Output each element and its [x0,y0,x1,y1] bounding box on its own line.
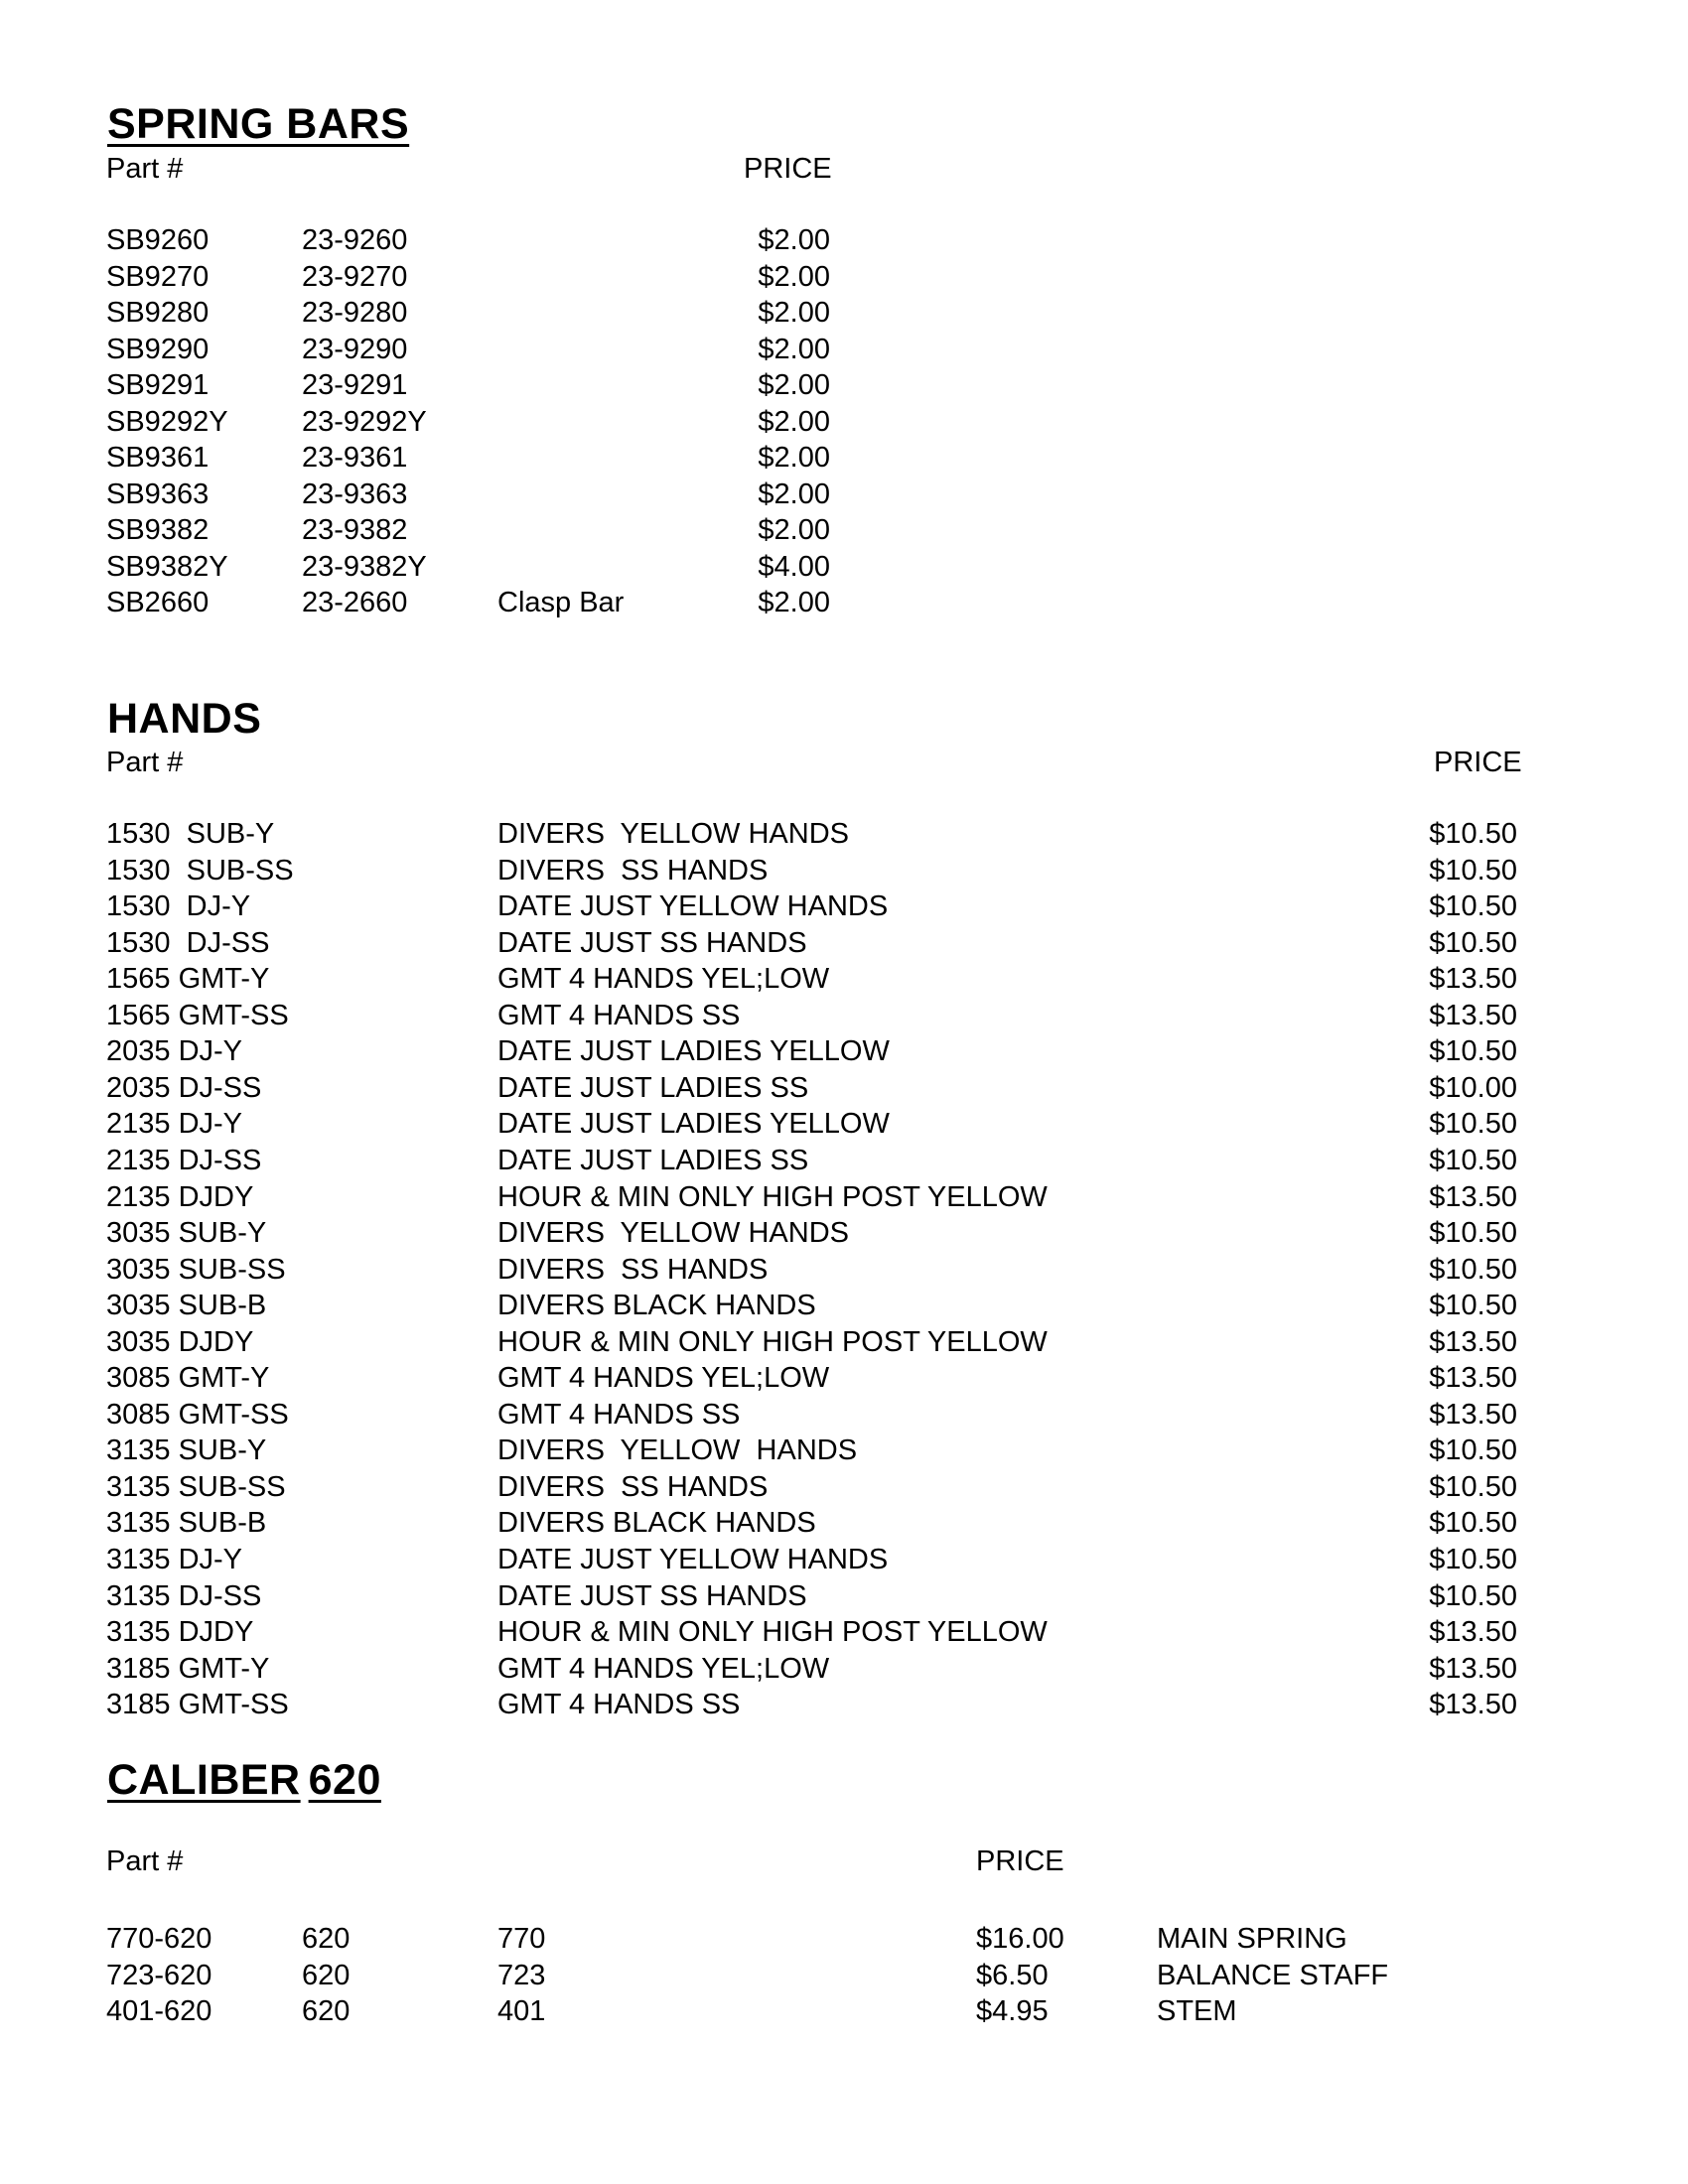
alt-part-number: 23-9382 [302,514,408,546]
hands-price-header: PRICE [1434,747,1522,778]
description: Clasp Bar [497,587,625,618]
table-row [0,1546,1688,1581]
table-row [0,1071,1688,1110]
part-number: 3135 SUB-SS [106,1470,286,1503]
alt-part-number: 23-9280 [302,297,408,329]
part-number: SB9270 [106,260,210,293]
hands-part-header: Part # [106,747,184,778]
part-number: 2135 DJDY [106,1180,254,1213]
description: GMT 4 HANDS SS [497,1398,741,1431]
table-row [0,1364,1688,1400]
part-number: 1530 DJ-Y [106,890,251,923]
part-number: SB9361 [106,442,210,474]
alt-part-number: 23-9291 [302,369,408,401]
price: $2.00 [758,478,830,510]
description: DATE JUST LADIES SS [497,1071,809,1104]
table-row [0,999,1688,1037]
part-number: 1565 GMT-SS [106,999,289,1031]
description: DATE JUST YELLOW HANDS [497,890,889,923]
table-row [0,1144,1688,1182]
spring-bars-price-header: PRICE [744,153,832,185]
part-number: 1530 SUB-SS [106,854,294,887]
description: DIVERS YELLOW HANDS [497,1217,850,1250]
price: $10.50 [1429,890,1517,923]
part-number: 3135 DJ-SS [106,1579,262,1612]
alt-part-number: 23-9260 [302,224,408,256]
description: GMT 4 HANDS SS [497,999,741,1031]
description: DATE JUST SS HANDS [497,1579,807,1612]
table-row [0,444,1688,479]
alt-part-number: 23-9382Y [302,550,427,583]
table-row [0,1652,1688,1691]
table-row [0,1110,1688,1146]
part-number: 2135 DJ-Y [106,1108,243,1141]
part-number: SB9382Y [106,550,228,583]
description: DIVERS SS HANDS [497,1470,769,1503]
price: $2.00 [758,297,830,329]
part-number: 401-620 [106,1995,212,2027]
description: HOUR & MIN ONLY HIGH POST YELLOW [497,1180,1048,1213]
price: $10.50 [1429,1035,1517,1068]
spring-bars-heading: SPRING BARS [107,100,410,148]
part-number: 3135 DJDY [106,1616,254,1649]
price: $13.50 [1429,1362,1517,1395]
part-number: 3135 DJ-Y [106,1544,243,1575]
part-number: 3035 DJDY [106,1325,254,1358]
table-row [0,405,1688,444]
price: $10.50 [1429,1217,1517,1250]
price: $13.50 [1429,1325,1517,1358]
price: $13.50 [1429,963,1517,996]
table-row [0,892,1688,928]
description: GMT 4 HANDS YEL;LOW [497,1652,830,1685]
price: $10.50 [1429,1470,1517,1503]
table-row [0,589,1688,624]
description: GMT 4 HANDS SS [497,1689,741,1721]
price: $10.50 [1429,1579,1517,1612]
table-row [0,1509,1688,1545]
alt-part-number: 23-9363 [302,478,408,510]
description: DATE JUST LADIES YELLOW [497,1035,890,1068]
price: $2.00 [758,442,830,474]
table-row [0,1180,1688,1219]
part-number: 3185 GMT-Y [106,1652,270,1685]
table-row [0,480,1688,516]
description: DATE JUST YELLOW HANDS [497,1544,889,1575]
price: $13.50 [1429,1616,1517,1649]
part-number: 3085 GMT-SS [106,1398,289,1431]
table-row [0,299,1688,335]
part-number: 2035 DJ-Y [106,1035,243,1068]
part-number: 1530 DJ-SS [106,926,270,959]
price: $10.50 [1429,1108,1517,1141]
price: $4.95 [976,1995,1049,2027]
part-number: 770-620 [106,1923,212,1955]
part-number: SB9260 [106,224,210,256]
caliber-part-header: Part # [106,1845,184,1877]
part-number: 2035 DJ-SS [106,1071,262,1104]
table-row [0,516,1688,552]
description: DIVERS BLACK HANDS [497,1507,816,1540]
caliber-number: 620 [302,1959,351,1991]
description: STEM [1157,1995,1237,2027]
part-number: 3135 SUB-B [106,1507,267,1540]
table-row [0,1470,1688,1509]
table-row [0,371,1688,407]
table-row [0,1253,1688,1292]
description: MAIN SPRING [1157,1923,1347,1955]
table-row [0,260,1688,299]
alt-part-number: 23-2660 [302,587,408,618]
part-number: 3135 SUB-Y [106,1434,267,1467]
description: HOUR & MIN ONLY HIGH POST YELLOW [497,1616,1048,1649]
price: $10.50 [1429,818,1517,850]
alt-part-number: 23-9361 [302,442,408,474]
part-number: SB9280 [106,297,210,329]
table-row [0,333,1688,371]
table-row [0,1292,1688,1327]
description: HOUR & MIN ONLY HIGH POST YELLOW [497,1325,1048,1358]
price: $2.00 [758,333,830,365]
description: DIVERS SS HANDS [497,854,769,887]
price: $10.50 [1429,1290,1517,1322]
price: $16.00 [976,1923,1064,1955]
price: $10.50 [1429,1544,1517,1575]
caliber-number: 620 [302,1995,351,2027]
part-number: SB9382 [106,514,210,546]
price: $13.50 [1429,1689,1517,1721]
price: $13.50 [1429,1652,1517,1685]
table-row [0,820,1688,856]
table-row [0,1436,1688,1472]
alt-part-number: 23-9270 [302,260,408,293]
part-number: 723-620 [106,1959,212,1991]
table-row [0,1997,1688,2033]
part-number: 1565 GMT-Y [106,963,270,996]
part-number: SB9363 [106,478,210,510]
price: $2.00 [758,369,830,401]
part-number: 3035 SUB-SS [106,1253,286,1286]
price: $10.50 [1429,854,1517,887]
description: DATE JUST SS HANDS [497,926,807,959]
price: $13.50 [1429,1398,1517,1431]
table-row [0,1579,1688,1618]
alt-part-number: 23-9290 [302,333,408,365]
table-row [0,1219,1688,1255]
table-row [0,926,1688,965]
description: GMT 4 HANDS YEL;LOW [497,1362,830,1395]
spring-bars-part-header: Part # [106,153,184,185]
description: DATE JUST LADIES SS [497,1144,809,1176]
table-row [0,965,1688,1001]
caliber-number: 620 [302,1923,351,1955]
table-row [0,1959,1688,1997]
description: DATE JUST LADIES YELLOW [497,1108,890,1141]
description: BALANCE STAFF [1157,1959,1389,1991]
part-number: 3035 SUB-B [106,1290,267,1322]
description: DIVERS YELLOW HANDS [497,818,850,850]
caliber-heading-word: CALIBER [107,1756,301,1804]
description: DIVERS SS HANDS [497,1253,769,1286]
part-number: 3085 GMT-Y [106,1362,270,1395]
table-row [0,226,1688,262]
table-row [0,1398,1688,1436]
part-number: 1530 SUB-Y [106,818,275,850]
price: $2.00 [758,224,830,256]
part-number: SB9290 [106,333,210,365]
table-row [0,1925,1688,1961]
price: $2.00 [758,587,830,618]
part-number: SB2660 [106,587,210,618]
price: $10.50 [1429,1507,1517,1540]
price: $10.50 [1429,926,1517,959]
price: $10.00 [1429,1071,1517,1104]
description: GMT 4 HANDS YEL;LOW [497,963,830,996]
table-row [0,1325,1688,1364]
alt-part-number: 23-9292Y [302,405,427,438]
price: $6.50 [976,1959,1049,1991]
table-row [0,1037,1688,1073]
description: DIVERS BLACK HANDS [497,1290,816,1322]
table-row [0,1691,1688,1726]
component-number: 770 [497,1923,546,1955]
table-row [0,854,1688,892]
part-number: SB9292Y [106,405,228,438]
table-row [0,1618,1688,1654]
component-number: 723 [497,1959,546,1991]
price: $10.50 [1429,1144,1517,1176]
part-number: 3185 GMT-SS [106,1689,289,1721]
price: $13.50 [1429,1180,1517,1213]
price: $10.50 [1429,1253,1517,1286]
price: $2.00 [758,514,830,546]
price: $2.00 [758,405,830,438]
price: $2.00 [758,260,830,293]
part-number: 3035 SUB-Y [106,1217,267,1250]
part-number: SB9291 [106,369,210,401]
component-number: 401 [497,1995,546,2027]
description: DIVERS YELLOW HANDS [497,1434,858,1467]
caliber-heading-number: 620 [308,1756,381,1804]
price: $10.50 [1429,1434,1517,1467]
price: $4.00 [758,550,830,583]
table-row [0,550,1688,589]
hands-heading: HANDS [107,695,262,743]
part-number: 2135 DJ-SS [106,1144,262,1176]
caliber-price-header: PRICE [976,1845,1064,1877]
price: $13.50 [1429,999,1517,1031]
caliber-heading [107,1756,381,1804]
